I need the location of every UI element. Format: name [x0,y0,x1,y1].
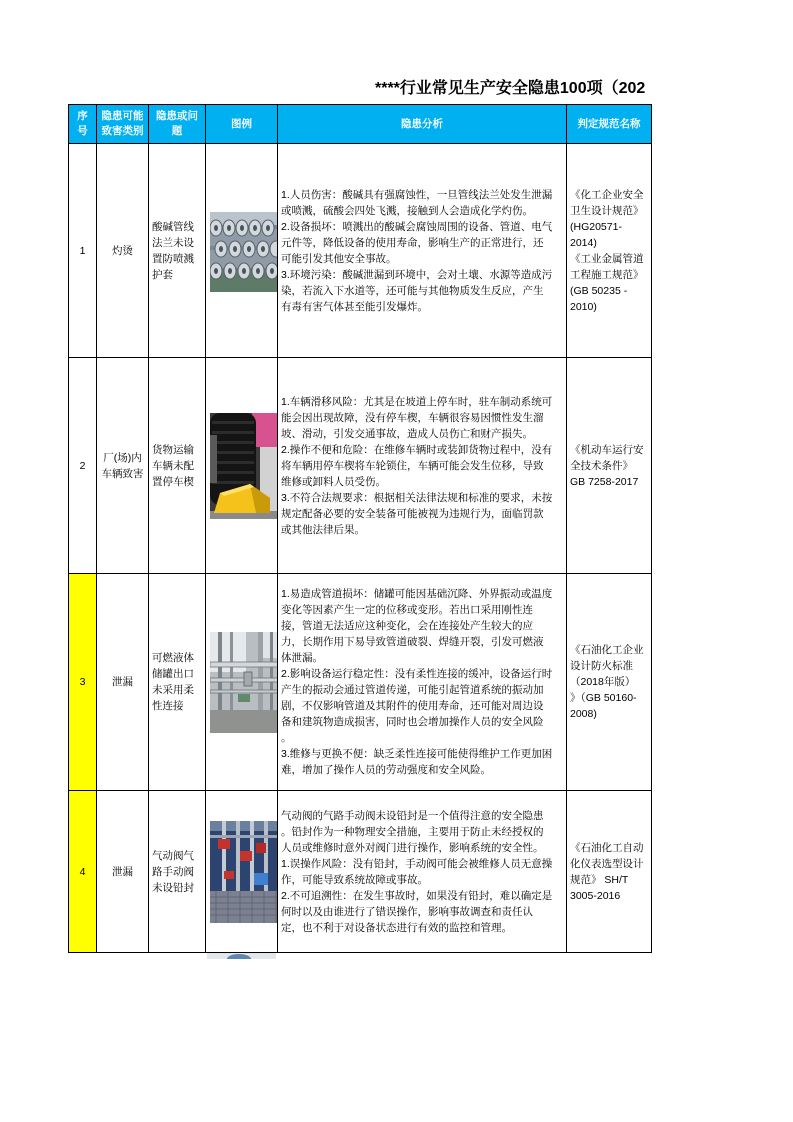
legend-cell [206,574,278,791]
next-row-photo-fragment [207,953,276,959]
standard-line: 卫生设计规范》 [570,204,644,217]
header-seq [69,105,97,144]
analysis-line: 坡、滑动，引发交通事故，造成人员伤亡和财产损失。 [281,427,533,440]
problem-line: 储罐出口 [152,668,194,680]
analysis-line: 1.人员伤害：酸碱具有强腐蚀性，一旦管线法兰处发生泄漏 [281,188,553,201]
category-line: 泄漏 [112,676,133,688]
analysis-cell [278,791,567,953]
standard-line: （2018年版） [570,676,636,688]
header-legend: 图例 [206,105,278,144]
analysis-line: 2.影响设备运行稳定性：没有柔性连接的缓冲，设备运行时 [281,668,553,680]
problem-cell [149,144,206,358]
analysis-line: 规定配备必要的安全装备可能被视为违规行为，面临罚款 [281,507,544,520]
header-line: 隐患或问 [156,110,198,122]
header-analysis: 隐患分析 [278,105,567,144]
analysis-line: 或喷溅，硫酸会四处飞溅，接触到人会造成化学灼伤。 [281,204,533,217]
problem-line: 法兰未设 [152,236,194,249]
standard-line: (HG20571- [570,220,622,233]
standard-line: 全技术条件》 [570,459,633,472]
problem-line: 置防喷溅 [152,252,194,265]
standard-line: 2008) [570,708,597,720]
standard-line: 《石油化工自动 [570,841,644,854]
category-line: 泄漏 [112,865,133,878]
problem-cell [149,358,206,574]
acid-pipe-flange-photo [210,212,278,292]
seq-cell-highlighted: 4 [69,791,97,953]
analysis-line: 有毒有害气体甚至能引发爆炸。 [281,300,428,313]
hazard-table [68,104,652,953]
standard-line: 《化工企业安全 [570,188,644,201]
standard-line: 3005-2016 [570,889,621,902]
standard-cell [567,144,652,358]
analysis-line: 3.环境污染：酸碱泄漏到环境中，会对土壤、水源等造成污 [281,268,553,281]
analysis-line: 气动阀的气路手动阀未设铅封是一个值得注意的安全隐患 [281,809,544,822]
problem-line: 护套 [152,268,173,281]
analysis-line: 维修或卸料人员受伤。 [281,475,386,488]
standard-cell [567,791,652,953]
analysis-line: 1.车辆滑移风险：尤其是在坡道上停车时，驻车制动系统可 [281,395,553,408]
table-row [69,574,652,791]
analysis-line: 难，增加了操作人员的劳动强度和安全风险。 [281,764,491,776]
analysis-cell [278,358,567,574]
analysis-cell [278,574,567,791]
problem-line: 路手动阀 [152,865,194,878]
problem-line: 可燃液体 [152,652,194,664]
table-header-row [69,105,652,144]
analysis-line: 1.误操作风险：没有铅封，手动阀可能会被维修人员无意操 [281,857,553,870]
seq-cell: 1 [69,144,97,358]
header-line: 序 [77,110,88,122]
legend-cell [206,144,278,358]
problem-line: 气动阀气 [152,849,194,862]
legend-cell [206,358,278,574]
analysis-line: 1.易造成管道损坏：储罐可能因基础沉降、外界振动或温度 [281,588,553,600]
analysis-line: 人员或维修时意外对阀门进行操作，影响系统的安全性。 [281,841,544,854]
category-cell [97,358,149,574]
analysis-line: 元件等，降低设备的使用寿命，影响生产的正常进行，还 [281,236,544,249]
category-line: 车辆致害 [101,467,144,480]
standard-line: 《工业金属管道 [570,252,644,265]
analysis-line: 。铅封作为一种物理安全措施，主要用于防止未经授权的 [281,825,544,838]
problem-line: 性连接 [152,700,184,712]
standard-line: (GB 50235 - [570,284,628,297]
analysis-line: 3.不符合法规要求：根据相关法律法规和标准的要求，未按 [281,491,553,504]
seq-cell-highlighted: 3 [69,574,97,791]
problem-line: 货物运输 [152,443,194,456]
analysis-line: 可能引发其他安全事故。 [281,252,397,265]
problem-line: 未采用柔 [152,684,194,696]
category-line: 厂(场)内 [103,451,142,464]
standard-line: 《石油化工企业 [570,644,644,656]
analysis-line: 备和建筑物造成损害，同时也会增加操作人员的安全风险 [281,716,544,728]
analysis-line: 体泄漏。 [281,652,323,664]
standard-line: 2014) [570,236,597,249]
problem-cell [149,791,206,953]
header-line: 号 [77,125,88,137]
problem-cell [149,574,206,791]
category-cell [97,574,149,791]
header-problem [149,105,206,144]
problem-line: 车辆未配 [152,459,194,472]
standard-line: 化仪表选型设计 [570,857,644,870]
header-category [97,105,149,144]
analysis-line: 接，管道无法适应这种变化，会在连接处产生较大的应 [281,620,533,632]
standard-cell [567,358,652,574]
analysis-line: 作，可能导致系统故障或事故。 [281,873,428,886]
standard-line: 规范》 SH/T [570,873,629,886]
analysis-line: 2.操作不便和危险：在维修车辆时或装卸货物过程中，没有 [281,443,553,456]
standard-line: 工程施工规范》 [570,268,644,281]
analysis-line: 何时以及由谁进行了错误操作，影响事故调查和责任认 [281,905,533,918]
standard-line: 2010) [570,300,597,313]
analysis-line: 产生的振动会通过管道传递，可能引起管道系统的振动加 [281,684,544,696]
tank-outlet-pipes-photo [210,632,278,733]
header-line: 隐患可能 [101,110,144,122]
standard-line: GB 7258-2017 [570,475,639,488]
analysis-line: 力，长期作用下易导致管道破裂、焊缝开裂，引发可燃液 [281,636,544,648]
table-row [69,144,652,358]
standard-line: 设计防火标准 [570,660,633,672]
table-row [69,358,652,574]
analysis-cell [278,144,567,358]
header-standard: 判定规范名称 [567,105,652,144]
wheel-chock-photo [210,413,278,519]
analysis-line: 2.设备损坏：喷溅出的酸碱会腐蚀周围的设备、管道、电气 [281,220,553,233]
analysis-line: 定，也不利于对设备状态进行有效的监控和管理。 [281,921,512,934]
standard-line: 《机动车运行安 [570,443,644,456]
analysis-line: 能会因出现故障，没有停车楔，车辆很容易因惯性发生溜 [281,411,544,424]
analysis-line: 染，若流入下水道等，还可能与其他物质发生反应，产生 [281,284,544,297]
legend-cell [206,791,278,953]
pneumatic-valve-photo [210,821,278,923]
analysis-line: 。 [281,732,292,744]
category-cell [97,791,149,953]
problem-line: 未设铅封 [152,881,194,894]
header-line: 致害类别 [101,125,144,137]
seq-cell: 2 [69,358,97,574]
analysis-line: 剧，不仅影响管道及其附件的使用寿命，还可能对周边设 [281,700,544,712]
problem-line: 置停车楔 [152,475,194,488]
document-title: ****行业常见生产安全隐患100项（202 [375,80,646,97]
analysis-line: 或其他法律后果。 [281,523,365,536]
standard-cell [567,574,652,791]
table-row [69,791,652,953]
analysis-line: 2.不可追溯性：在发生事故时，如果没有铅封，难以确定是 [281,889,553,902]
analysis-line: 变化等因素产生一定的位移或变形。若出口采用刚性连 [281,604,533,616]
header-line: 题 [171,125,183,137]
analysis-line: 将车辆用停车楔将车轮锁住，车辆可能会发生位移，导致 [281,459,544,472]
analysis-line: 3.维修与更换不便：缺乏柔性连接可能使得维护工作更加困 [281,748,553,760]
category-cell [97,144,149,358]
category-line: 灼烫 [112,244,133,257]
standard-line: 》（GB 50160- [570,692,637,704]
problem-line: 酸碱管线 [152,220,194,233]
